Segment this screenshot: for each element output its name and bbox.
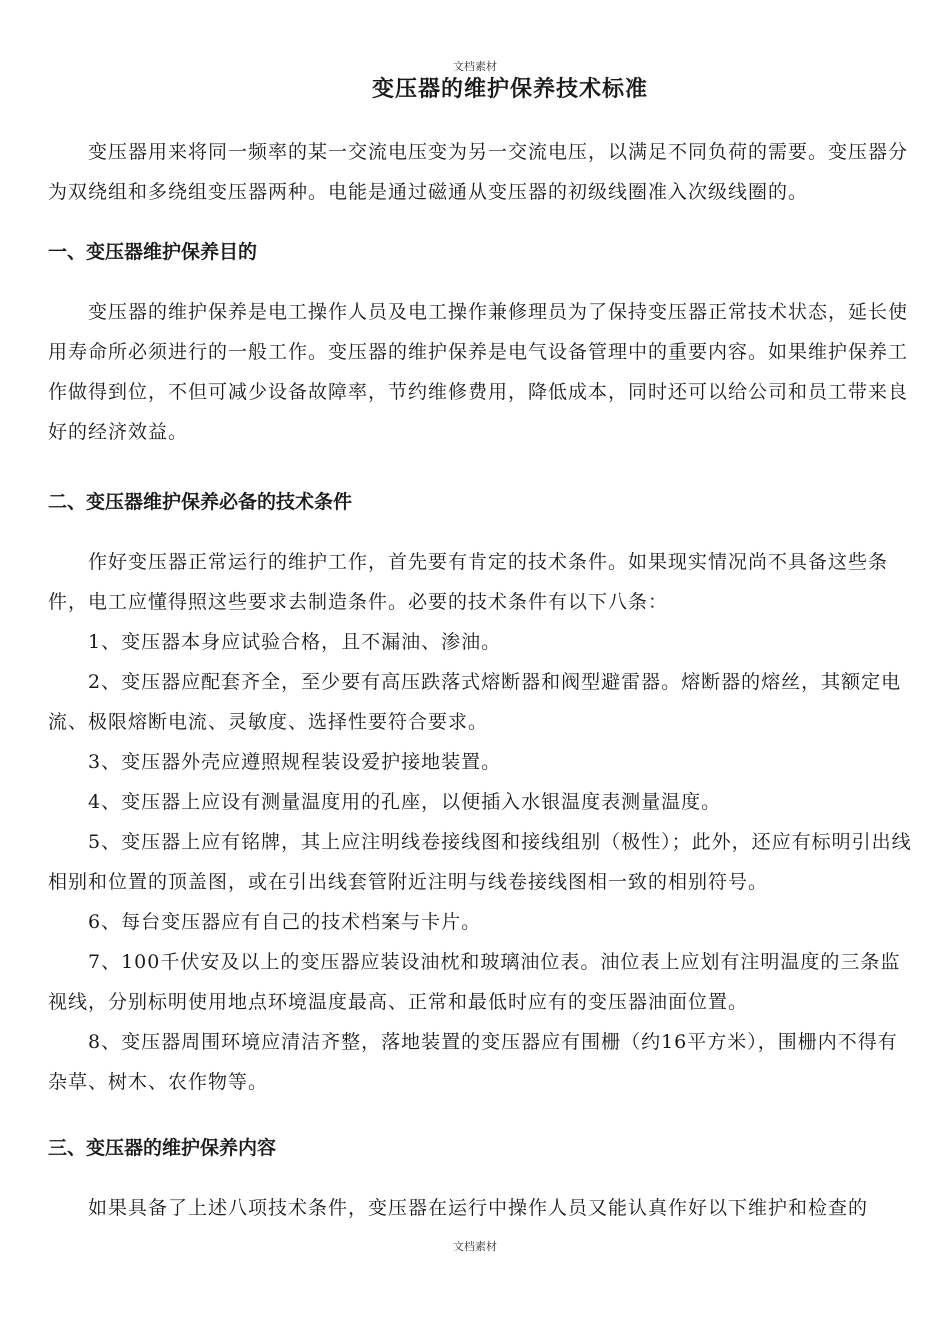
section-2-heading: 二、变压器维护保养必备的技术条件: [48, 491, 353, 513]
header-watermark: 文档素材: [453, 60, 497, 73]
condition-item-7: 7、100千伏安及以上的变压器应装设油枕和玻璃油位表。油位表上应划有注明温度的三条监视线，分别标明使用地点环境温度最高、正常和最低时应有的变压器油面位置。: [48, 951, 901, 1013]
condition-item-2: 2、变压器应配套齐全，至少要有高压跌落式熔断器和阀型避雷器。熔断器的熔丝，其额定电流、极限熔断电流、灵敏度、选择性要符合要求。: [48, 671, 902, 733]
section-2-paragraph: 作好变压器正常运行的维护工作，首先要有肯定的技术条件。如果现实情况尚不具备这些条件，电工应懂得照这些要求去制造条件。必要的技术条件有以下八条：: [48, 551, 889, 613]
condition-item-5: 5、变压器上应有铭牌，其上应注明线卷接线图和接线组别（极性）；此外，还应有标明引出线相别和位置的顶盖图，或在引出线套管附近注明与线卷接线图相一致的相别符号。: [48, 831, 912, 893]
footer-watermark: 文档素材: [453, 1240, 497, 1253]
section-3-paragraph: 如果具备了上述八项技术条件，变压器在运行中操作人员又能认真作好以下维护和检查的: [88, 1197, 869, 1219]
section-1-heading: 一、变压器维护保养目的: [48, 241, 258, 263]
section-1-paragraph: 变压器的维护保养是电工操作人员及电工操作兼修理员为了保持变压器正常技术状态，延长使用寿命所必须进行的一般工作。变压器的维护保养是电气设备管理中的重要内容。如果维护保养工作做得到位，不但可减少设备故障率，节约维修费用，降低成本，同时还可以给公司和员工带来良好的经济效益。: [48, 301, 909, 443]
condition-item-3: 3、变压器外壳应遵照规程装设爱护接地装置。: [88, 751, 502, 773]
condition-item-8: 8、变压器周围环境应清洁齐整，落地装置的变压器应有围栅（约16平方米），围栅内不得有杂草、树木、农作物等。: [48, 1031, 898, 1093]
condition-item-6: 6、每台变压器应有自己的技术档案与卡片。: [88, 911, 482, 933]
section-3-heading: 三、变压器的维护保养内容: [48, 1137, 277, 1159]
condition-item-1: 1、变压器本身应试验合格，且不漏油、渗油。: [88, 631, 502, 653]
intro-paragraph: 变压器用来将同一频率的某一交流电压变为另一交流电压，以满足不同负荷的需要。变压器分为双绕组和多绕组变压器两种。电能是通过磁通从变压器的初级线圈准入次级线圈的。: [48, 141, 909, 203]
document-body: [48, 132, 912, 1228]
condition-item-4: 4、变压器上应设有测量温度用的孔座，以便插入水银温度表测量温度。: [88, 791, 722, 813]
document-title: 变压器的维护保养技术标准: [371, 77, 648, 102]
